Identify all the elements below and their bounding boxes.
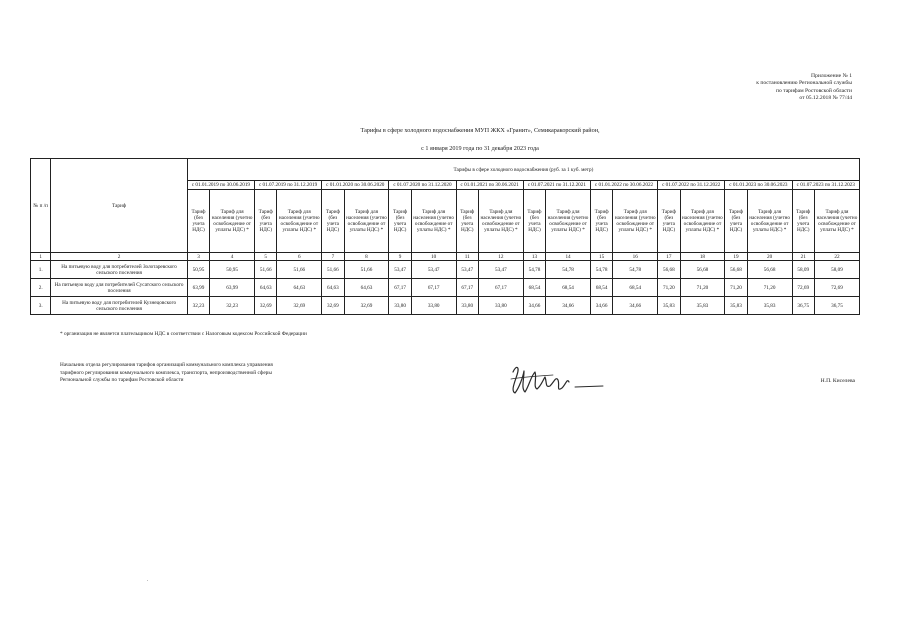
signatory-position [60,362,325,385]
subheader-tariff-excl-vat: Тариф (без учета НДС) [523,190,545,253]
tariff-value: 64,63 [277,279,322,297]
tariff-value: 68,54 [546,279,591,297]
tariff-value: 67,17 [478,279,523,297]
subheader-tariff-population: Тариф для населения (учетно освобождение от уплаты НДС) * [277,190,322,253]
tariff-value: 33,80 [478,297,523,315]
tariff-value: 32,23 [210,297,255,315]
footnote: * организация не является плательщиком НДС в соответствии с Налоговым кодексом Российской Федерации [60,331,307,337]
header-tariff: Тариф [51,159,187,253]
title-main: Тарифы в сфере холодного водоснабжения МУП ЖКХ «Гранит», Семикаракорский район, [360,127,600,134]
column-number: 15 [590,253,612,261]
annex-line: Приложение № 1 [811,73,852,79]
tariff-value: 51,66 [322,261,344,279]
position-line: Региональной службы по тарифам Ростовской области [60,377,184,384]
signer-name: Н.П. Киселева [820,378,855,384]
annex-line: по тарифам Ростовской области [776,87,852,94]
column-number: 4 [210,253,255,261]
tariff-value: 53,47 [478,261,523,279]
tariff-value: 50,95 [187,261,209,279]
tariff-value: 36,75 [792,297,814,315]
period-header: с 01.07.2020 по 31.12.2020 [389,181,456,190]
position-line: тарифного регулирования коммунального комплекса, транспорта, непроизводственной сферы [60,369,272,376]
column-number: 17 [658,253,680,261]
tariff-value: 34,66 [546,297,591,315]
subheader-tariff-population: Тариф для населения (учетно освобождение от уплаты НДС) * [411,190,456,253]
column-number: 7 [322,253,344,261]
subheader-tariff-population: Тариф для населения (учетно освобождение от уплаты НДС) * [680,190,725,253]
tariff-value: 35,83 [658,297,680,315]
table-row [31,261,860,279]
row-tariff-name: На питьевую воду для потребителей Золотаревского сельского поселения [51,261,187,279]
tariff-value: 54,78 [546,261,591,279]
period-header: с 01.07.2022 по 31.12.2022 [658,181,725,190]
subheader-tariff-population: Тариф для населения (учетно освобождение от уплаты НДС) * [546,190,591,253]
tariff-value: 67,17 [411,279,456,297]
annex-heading [612,73,852,102]
annex-line: к постановлению Региональной службы [756,80,852,87]
period-header: с 01.07.2023 по 31.12.2023 [792,181,860,190]
column-number: 16 [613,253,658,261]
tariff-value: 50,95 [210,261,255,279]
column-number: 5 [255,253,277,261]
column-number: 1 [31,253,51,261]
column-number: 11 [456,253,478,261]
tariff-value: 72,69 [814,279,859,297]
period-header: с 01.07.2019 по 31.12.2019 [255,181,322,190]
row-tariff-name: На питьевую воду для потребителей Сусатского сельского поселения [51,279,187,297]
tariff-value: 53,47 [411,261,456,279]
column-number: 19 [725,253,747,261]
tariff-value: 68,54 [523,279,545,297]
subheader-tariff-population: Тариф для населения (учетно освобождение от уплаты НДС) * [344,190,389,253]
tariff-value: 51,66 [277,261,322,279]
subheader-tariff-excl-vat: Тариф (без учета НДС) [187,190,209,253]
tariff-value: 32,69 [344,297,389,315]
tariff-value: 32,69 [277,297,322,315]
subheader-tariff-excl-vat: Тариф (без учета НДС) [658,190,680,253]
header-group: Тарифы в сфере холодного водоснабжения (руб. за 1 куб. метр) [187,159,859,181]
subheader-tariff-excl-vat: Тариф (без учета НДС) [792,190,814,253]
subheader-tariff-excl-vat: Тариф (без учета НДС) [322,190,344,253]
column-number: 13 [523,253,545,261]
header-row-number: № п /п [31,159,51,253]
tariff-value: 63,99 [210,279,255,297]
subheader-tariff-excl-vat: Тариф (без учета НДС) [725,190,747,253]
column-number-row [31,253,860,261]
tariff-value: 33,80 [411,297,456,315]
tariff-value: 54,78 [590,261,612,279]
tariff-value: 71,20 [725,279,747,297]
subheader-tariff-population: Тариф для населения (учетно освобождение от уплаты НДС) * [747,190,792,253]
title-period: с 1 января 2019 года по 31 декабря 2023 года [421,145,539,152]
period-header: с 01.01.2020 по 30.06.2020 [322,181,389,190]
tariff-value: 36,75 [814,297,859,315]
tariff-value: 56,68 [747,261,792,279]
row-number: 1. [31,261,51,279]
period-header: с 01.01.2021 по 30.06.2021 [456,181,523,190]
tariff-value: 33,80 [456,297,478,315]
tariff-value: 56,68 [658,261,680,279]
tariff-value: 51,66 [344,261,389,279]
tariff-value: 53,47 [456,261,478,279]
tariff-value: 72,69 [792,279,814,297]
table-row [31,297,860,315]
subheader-tariff-population: Тариф для населения (учетно освобождение от уплаты НДС) * [613,190,658,253]
column-number: 12 [478,253,523,261]
row-number: 3. [31,297,51,315]
tariff-value: 56,68 [725,261,747,279]
tariff-value: 64,63 [322,279,344,297]
tariff-value: 67,17 [389,279,411,297]
tariff-table [30,158,860,315]
column-number: 18 [680,253,725,261]
tariff-value: 58,09 [814,261,859,279]
column-number: 20 [747,253,792,261]
tariff-value: 32,69 [255,297,277,315]
tariff-value: 35,83 [725,297,747,315]
tariff-value: 32,69 [322,297,344,315]
tariff-value: 32,23 [187,297,209,315]
subheader-tariff-excl-vat: Тариф (без учета НДС) [389,190,411,253]
tariff-value: 54,78 [523,261,545,279]
subheader-tariff-population: Тариф для населения (учетно освобождение от уплаты НДС) * [210,190,255,253]
tariff-value: 67,17 [456,279,478,297]
position-line: Начальник отдела регулирования тарифов организаций коммунального комплекса управления [60,362,273,368]
column-number: 22 [814,253,859,261]
tariff-value: 64,63 [344,279,389,297]
period-header: с 01.01.2023 по 30.06.2023 [725,181,792,190]
tariff-value: 71,20 [658,279,680,297]
handwritten-signature [507,362,607,398]
column-number: 10 [411,253,456,261]
tariff-value: 53,47 [389,261,411,279]
column-number: 21 [792,253,814,261]
tariff-value: 54,78 [613,261,658,279]
column-number: 3 [187,253,209,261]
subheader-tariff-excl-vat: Тариф (без учета НДС) [590,190,612,253]
column-number: 9 [389,253,411,261]
tariff-value: 68,54 [590,279,612,297]
column-number: 2 [51,253,187,261]
annex-line: от 05.12.2018 № 77/44 [799,94,852,101]
period-header: с 01.01.2022 по 30.06.2022 [590,181,657,190]
document-title [200,127,760,153]
tariff-value: 35,83 [680,297,725,315]
tariff-value: 34,66 [523,297,545,315]
column-number: 14 [546,253,591,261]
period-header: с 01.07.2021 по 31.12.2021 [523,181,590,190]
tariff-value: 33,80 [389,297,411,315]
subheader-tariff-population: Тариф для населения (учетно освобождение от уплаты НДС) * [814,190,859,253]
tariff-value: 56,68 [680,261,725,279]
tariff-value: 64,63 [255,279,277,297]
scan-speck: . [147,578,149,583]
column-number: 8 [344,253,389,261]
row-tariff-name: На питьевую воду для потребителей Кузнецовского сельского поселения [51,297,187,315]
subheader-tariff-excl-vat: Тариф (без учета НДС) [255,190,277,253]
tariff-value: 71,20 [680,279,725,297]
subheader-tariff-population: Тариф для населения (учетно освобождение от уплаты НДС) * [478,190,523,253]
tariff-value: 51,66 [255,261,277,279]
period-header: с 01.01.2019 по 30.06.2019 [187,181,254,190]
subheader-tariff-excl-vat: Тариф (без учета НДС) [456,190,478,253]
row-number: 2. [31,279,51,297]
tariff-value: 35,83 [747,297,792,315]
tariff-value: 68,54 [613,279,658,297]
tariff-value: 34,66 [613,297,658,315]
tariff-value: 71,20 [747,279,792,297]
tariff-value: 34,66 [590,297,612,315]
tariff-value: 58,09 [792,261,814,279]
table-row [31,279,860,297]
tariff-value: 63,99 [187,279,209,297]
column-number: 6 [277,253,322,261]
